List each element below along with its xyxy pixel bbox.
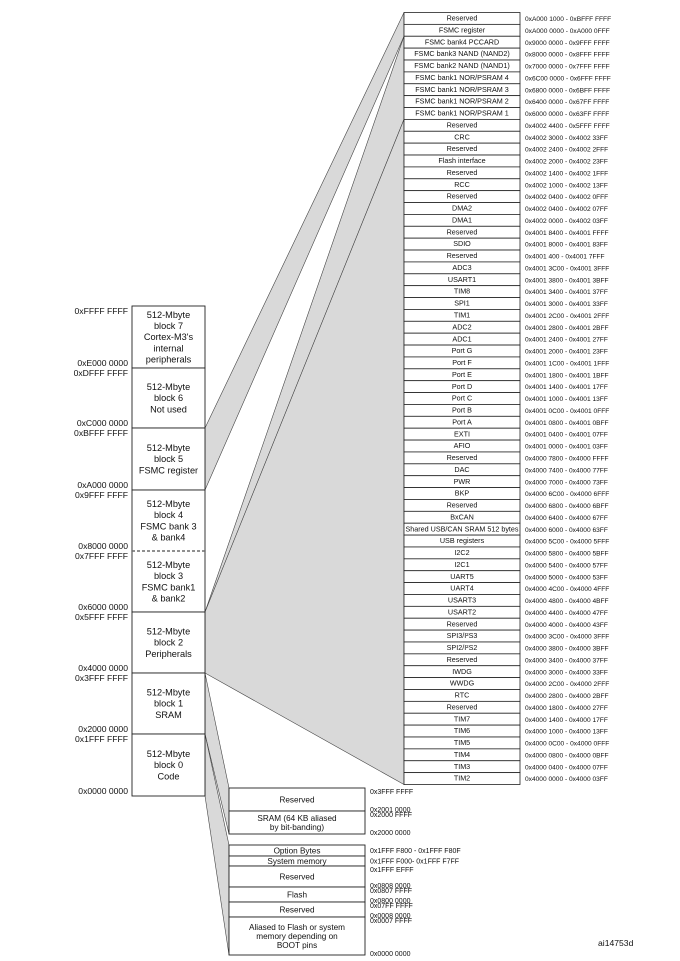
- memory-block-label: internal: [153, 343, 184, 354]
- peripheral-row: [404, 298, 608, 310]
- peripheral-label: FSMC bank2 NAND (NAND1): [414, 61, 510, 71]
- peripheral-label: DMA1: [452, 215, 472, 225]
- region-bottom-address: 0x2001 0000: [370, 807, 411, 814]
- peripheral-label: Port B: [452, 405, 472, 415]
- peripheral-label: TIM1: [453, 310, 471, 320]
- peripheral-label: Port G: [451, 346, 473, 356]
- peripheral-label: ADC1: [452, 334, 472, 344]
- peripheral-address: 0x4001 8400 - 0x4001 FFFF: [525, 229, 609, 237]
- peripheral-address: 0x4000 4000 - 0x4000 43FF: [525, 621, 608, 629]
- peripheral-label: SPI1: [454, 298, 470, 308]
- peripheral-row: [404, 84, 610, 96]
- peripheral-label: Reserved: [446, 619, 478, 629]
- peripheral-label: ADC3: [452, 262, 472, 272]
- peripheral-label: USART1: [447, 274, 477, 284]
- peripheral-row: [404, 630, 609, 642]
- sram-region: [229, 788, 413, 814]
- memory-block-label: block 6: [153, 393, 184, 404]
- peripheral-address: 0x4001 2C00 - 0x4001 2FFF: [525, 312, 610, 320]
- peripheral-row: [404, 583, 609, 595]
- peripheral-row: [404, 666, 608, 678]
- peripheral-row: [404, 333, 608, 345]
- region-label: Reserved: [279, 795, 315, 805]
- peripheral-label: UART4: [450, 583, 474, 593]
- peripheral-address: 0x4001 3C00 - 0x4001 3FFF: [525, 265, 610, 273]
- region-top-address: 0x0807 FFFF: [370, 888, 413, 895]
- peripheral-address: 0x4000 1400 - 0x4000 17FF: [525, 716, 608, 724]
- memory-block-bottom-address: 0x8000 0000: [78, 541, 128, 551]
- peripheral-row: [404, 547, 609, 559]
- peripheral-label: DAC: [454, 464, 470, 474]
- peripheral-label: WWDG: [449, 678, 475, 688]
- peripheral-row: [404, 108, 609, 120]
- peripheral-address: 0x4000 4800 - 0x4000 4BFF: [525, 598, 609, 606]
- peripheral-row: [404, 262, 609, 274]
- memory-block-label: FSMC bank1: [141, 582, 196, 593]
- memory-block-bottom-address: 0x4000 0000: [78, 663, 128, 673]
- region-label: Reserved: [279, 872, 315, 882]
- peripheral-label: FSMC register: [438, 25, 486, 35]
- peripheral-row: [404, 321, 609, 333]
- peripheral-row: [404, 286, 608, 298]
- peripherals-projection: [205, 119, 404, 784]
- peripheral-label: Reserved: [446, 251, 478, 261]
- peripheral-address: 0x6400 0000 - 0x67FF FFFF: [525, 99, 610, 107]
- region-label: System memory: [267, 857, 327, 866]
- peripheral-row: [404, 713, 608, 725]
- peripheral-label: TIM3: [453, 761, 471, 771]
- peripheral-row: [404, 96, 609, 108]
- peripheral-address: 0x4000 4C00 - 0x4000 4FFF: [525, 586, 610, 594]
- region-bottom-address: 0x2000 0000: [370, 830, 411, 837]
- memory-block: [75, 490, 205, 551]
- memory-block-bottom-address: 0xE000 0000: [77, 358, 128, 368]
- peripheral-address: 0x4001 0C00 - 0x4001 0FFF: [525, 407, 610, 415]
- peripheral-row: [404, 440, 608, 452]
- peripheral-address: 0x6800 0000 - 0x6BFF FFFF: [525, 87, 611, 95]
- memory-block-label: FSMC bank 3: [140, 521, 197, 532]
- peripheral-address: 0x4002 2000 - 0x4002 23FF: [525, 158, 608, 166]
- memory-block: [75, 306, 205, 368]
- peripheral-address: 0x4001 400 - 0x4001 7FFF: [525, 253, 605, 261]
- region-label: by bit-banding): [269, 823, 325, 833]
- peripheral-address: 0x4000 5000 - 0x4000 53FF: [525, 574, 608, 582]
- memory-block-column: [74, 306, 205, 796]
- peripheral-label: TIM2: [453, 773, 471, 783]
- peripheral-label: USB registers: [439, 536, 485, 546]
- peripheral-label: SPI3/I²S3: [446, 631, 478, 641]
- peripheral-row: [404, 476, 608, 488]
- peripheral-row: [404, 214, 608, 226]
- memory-block-label: Code: [157, 771, 180, 782]
- peripheral-row: [404, 618, 608, 630]
- peripheral-address: 0x4001 3400 - 0x4001 37FF: [525, 289, 608, 297]
- peripheral-label: ADC2: [452, 322, 472, 332]
- peripheral-label: Reserved: [446, 144, 478, 154]
- peripheral-label: Reserved: [446, 654, 478, 664]
- peripheral-address: 0x4000 3000 - 0x4000 33FF: [525, 669, 608, 677]
- peripheral-label: FSMC bank4 PCCARD: [424, 37, 500, 47]
- peripheral-address: 0x4000 3800 - 0x4000 3BFF: [525, 645, 609, 653]
- peripheral-label: TIM6: [453, 726, 471, 736]
- peripheral-row: [404, 155, 608, 167]
- peripheral-address: 0x4002 0400 - 0x4002 07FF: [525, 206, 608, 214]
- memory-block-label: & bank4: [151, 532, 186, 543]
- peripheral-row: [404, 511, 608, 523]
- code-region: [229, 917, 412, 958]
- peripheral-row: [404, 13, 611, 25]
- region-label: memory depending on: [256, 932, 338, 941]
- memory-block-bottom-address: 0xA000 0000: [77, 480, 128, 490]
- peripheral-address: 0x6000 0000 - 0x63FF FFFF: [525, 111, 610, 119]
- peripheral-row: [404, 226, 609, 238]
- memory-block-label: Cortex-M3's: [143, 332, 194, 343]
- memory-block-label: peripherals: [145, 354, 192, 365]
- memory-block-label: SRAM: [155, 709, 182, 720]
- peripheral-row: [404, 119, 610, 131]
- peripheral-row: [404, 464, 608, 476]
- peripheral-address: 0x4001 0000 - 0x4001 03FF: [525, 443, 608, 451]
- peripheral-address: 0x4001 2400 - 0x4001 27FF: [525, 336, 608, 344]
- memory-block-top-address: 0xBFFF FFFF: [74, 428, 128, 438]
- peripheral-row: [404, 559, 608, 571]
- peripheral-address: 0x4002 1000 - 0x4002 13FF: [525, 182, 608, 190]
- peripheral-address: 0x4000 0800 - 0x4000 0BFF: [525, 752, 609, 760]
- peripheral-row: [404, 238, 608, 250]
- region-label: Reserved: [279, 905, 315, 915]
- peripheral-row: [404, 761, 608, 773]
- peripheral-row: [404, 24, 610, 36]
- peripheral-row: [404, 737, 609, 749]
- peripheral-label: RCC: [454, 179, 470, 189]
- peripheral-label: Port E: [452, 369, 472, 379]
- peripheral-address: 0x4001 1400 - 0x4001 17FF: [525, 384, 608, 392]
- peripheral-row: [404, 428, 608, 440]
- peripheral-label: EXTI: [454, 429, 470, 439]
- peripheral-row: [404, 535, 609, 547]
- peripheral-address: 0x4001 8000 - 0x4001 83FF: [525, 241, 608, 249]
- peripheral-address: 0x4001 1000 - 0x4001 13FF: [525, 396, 608, 404]
- memory-block-label: 512-Mbyte: [146, 498, 191, 509]
- region-label: BOOT pins: [276, 941, 318, 951]
- memory-block-label: block 5: [153, 454, 184, 465]
- peripheral-row: [404, 452, 609, 464]
- memory-block-top-address: 0xFFFF FFFF: [74, 306, 128, 316]
- peripheral-row: [404, 345, 608, 357]
- peripheral-address: 0x4000 5400 - 0x4000 57FF: [525, 562, 608, 570]
- peripheral-address: 0x4002 2400 - 0x4002 2FFF: [525, 146, 609, 154]
- peripheral-row: [404, 72, 611, 84]
- peripheral-row: [404, 393, 608, 405]
- peripheral-row: [404, 594, 609, 606]
- peripheral-row: [404, 369, 609, 381]
- sram-region: [229, 811, 412, 837]
- peripheral-row: [404, 773, 608, 785]
- peripheral-label: UART5: [450, 571, 474, 581]
- region-label: Aliased to Flash or system: [248, 922, 346, 932]
- peripheral-label: BxCAN: [450, 512, 474, 522]
- peripheral-row: [404, 701, 608, 713]
- region-top-address: 0x2000 FFFF: [370, 812, 413, 819]
- peripheral-row: [404, 191, 608, 203]
- peripheral-row: [404, 250, 605, 262]
- peripheral-label: FSMC bank1 NOR/PSRAM 4: [415, 72, 509, 82]
- peripheral-address: 0x4002 4400 - 0x5FFF FFFF: [525, 122, 610, 130]
- memory-block-top-address: 0x9FFF FFFF: [75, 490, 128, 500]
- peripheral-register-map: [404, 13, 611, 785]
- memory-block: [75, 612, 205, 673]
- peripheral-label: DMA2: [452, 203, 472, 213]
- peripheral-label: USART2: [447, 607, 477, 617]
- peripheral-row: [404, 203, 608, 215]
- memory-block-top-address: 0xDFFF FFFF: [73, 368, 128, 378]
- region-top-address: 0x07FF FFFF: [370, 903, 413, 910]
- peripheral-label: Reserved: [446, 500, 478, 510]
- peripheral-label: IWDG: [452, 666, 472, 676]
- peripheral-label: I2C1: [454, 559, 470, 569]
- peripheral-address: 0x9000 0000 - 0x9FFF FFFF: [525, 39, 610, 47]
- peripheral-row: [404, 143, 608, 155]
- peripheral-row: [404, 36, 610, 48]
- memory-block: [75, 673, 205, 734]
- memory-block-label: 512-Mbyte: [146, 687, 191, 698]
- peripheral-address: 0x4000 1800 - 0x4000 27FF: [525, 704, 608, 712]
- peripheral-label: FSMC bank3 NAND (NAND2): [414, 49, 510, 59]
- memory-block-label: 512-Mbyte: [146, 749, 191, 759]
- memory-block: [75, 551, 205, 612]
- memory-block-label: 512-Mbyte: [146, 559, 191, 570]
- peripheral-address: 0x4001 2800 - 0x4001 2BFF: [525, 324, 609, 332]
- peripheral-row: [404, 48, 610, 60]
- peripheral-address: 0x6C00 0000 - 0x6FFF FFFF: [525, 75, 611, 83]
- peripheral-label: Reserved: [446, 227, 478, 237]
- peripheral-address: 0x4000 3C00 - 0x4000 3FFF: [525, 633, 610, 641]
- region-bottom-address: 0x0000 0000: [370, 951, 411, 958]
- peripheral-label: Port A: [452, 417, 472, 427]
- code-region: [229, 845, 461, 856]
- memory-block-label: block 2: [153, 637, 184, 648]
- peripheral-row: [404, 60, 610, 72]
- peripheral-row: [404, 678, 609, 690]
- peripheral-label: I2C2: [454, 548, 470, 558]
- peripheral-address: 0x4000 6000 - 0x4000 63FF: [525, 526, 608, 534]
- peripheral-address: 0x4000 5C00 - 0x4000 5FFF: [525, 538, 610, 546]
- peripheral-row: [404, 274, 609, 286]
- peripheral-row: [404, 404, 609, 416]
- memory-block-label: block 3: [153, 571, 184, 582]
- peripheral-label: AFIO: [453, 441, 471, 451]
- peripheral-address: 0x4002 0000 - 0x4002 03FF: [525, 217, 608, 225]
- peripheral-label: TIM5: [453, 738, 471, 748]
- peripheral-row: [404, 499, 609, 511]
- memory-block-top-address: 0x7FFF FFFF: [75, 551, 128, 561]
- memory-block-top-address: 0x1FFF FFFF: [75, 734, 128, 744]
- peripheral-address: 0x4000 1000 - 0x4000 13FF: [525, 728, 608, 736]
- memory-block-top-address: 0x5FFF FFFF: [75, 612, 128, 622]
- region-top-address: 0x0007 FFFF: [370, 918, 413, 925]
- peripheral-row: [404, 357, 609, 369]
- peripheral-label: Port D: [451, 381, 473, 391]
- peripheral-label: Reserved: [446, 120, 478, 130]
- code-region: [229, 866, 414, 890]
- region-label: Option Bytes: [273, 846, 321, 856]
- peripheral-label: Reserved: [446, 191, 478, 201]
- region-bottom-address: 0x0808 0000: [370, 883, 411, 890]
- region-label: SRAM (64 KB aliased: [257, 813, 337, 823]
- region-bottom-address: 0x0008 0000: [370, 913, 411, 920]
- region-bottom-address: 0x0800 0000: [370, 898, 411, 905]
- peripheral-label: USART3: [447, 595, 477, 605]
- peripheral-address: 0x4001 0400 - 0x4001 07FF: [525, 431, 608, 439]
- peripheral-row: [404, 488, 609, 500]
- peripheral-label: BKP: [454, 488, 470, 498]
- peripheral-label: Port F: [452, 358, 472, 368]
- peripheral-address: 0x4002 3000 - 0x4002 33FF: [525, 134, 608, 142]
- peripheral-row: [404, 749, 609, 761]
- peripheral-address: 0x4000 2800 - 0x4000 2BFF: [525, 693, 609, 701]
- peripheral-address: 0x7000 0000 - 0x7FFF FFFF: [525, 63, 610, 71]
- memory-block-label: 512-Mbyte: [146, 382, 191, 392]
- memory-block: [74, 428, 205, 490]
- memory-block-label: block 4: [153, 510, 184, 521]
- peripheral-label: Flash interface: [438, 156, 486, 166]
- figure-id: ai14753d: [598, 938, 634, 948]
- peripheral-address: 0x4001 1800 - 0x4001 1BFF: [525, 372, 609, 380]
- peripheral-label: FSMC bank1 NOR/PSRAM 3: [415, 84, 509, 94]
- peripheral-label: TIM4: [453, 749, 471, 759]
- peripheral-label: Port C: [451, 393, 473, 403]
- memory-block-label: block 7: [153, 321, 184, 331]
- peripheral-label: TIM7: [453, 714, 471, 724]
- memory-block-label: 512-Mbyte: [146, 626, 191, 637]
- lower-memory-detail: [229, 788, 461, 958]
- peripheral-label: FSMC bank1 NOR/PSRAM 1: [415, 108, 509, 118]
- memory-block-label: 512-Mbyte: [146, 443, 191, 453]
- peripheral-label: PWR: [453, 476, 471, 486]
- memory-block-label: block 1: [153, 698, 184, 709]
- peripheral-row: [404, 642, 609, 654]
- memory-block-label: FSMC register: [138, 465, 199, 476]
- region-address: 0x1FFF F000- 0x1FFF F7FF: [370, 858, 460, 866]
- memory-block-bottom-address: 0x6000 0000: [78, 602, 128, 612]
- peripheral-address: 0x4000 5800 - 0x4000 5BFF: [525, 550, 609, 558]
- peripheral-address: 0x4000 0000 - 0x4000 03FF: [525, 776, 608, 784]
- region-top-address: 0x3FFF FFFF: [370, 789, 414, 796]
- peripheral-address: 0x4001 1C00 - 0x4001 1FFF: [525, 360, 610, 368]
- peripheral-row: [404, 571, 608, 583]
- peripheral-row: [404, 179, 608, 191]
- peripheral-row: [404, 309, 609, 321]
- memory-block-label: Not used: [150, 404, 187, 415]
- peripheral-row: [404, 523, 608, 535]
- memory-block-label: 512-Mbyte: [146, 309, 191, 320]
- peripheral-address: 0x4001 2000 - 0x4001 23FF: [525, 348, 608, 356]
- memory-block-bottom-address: 0xC000 0000: [76, 418, 128, 428]
- peripheral-label: RTC: [454, 690, 470, 700]
- peripheral-row: [404, 725, 608, 737]
- peripheral-address: 0xA000 1000 - 0xBFFF FFFF: [525, 16, 612, 24]
- memory-block-bottom-address: 0x2000 0000: [78, 724, 128, 734]
- memory-block-bottom-address: 0x0000 0000: [78, 786, 128, 796]
- memory-block: [74, 368, 205, 428]
- peripheral-address: 0x8000 0000 - 0x8FFF FFFF: [525, 51, 610, 59]
- peripheral-row: [404, 131, 608, 143]
- peripheral-address: 0x4000 3400 - 0x4000 37FF: [525, 657, 608, 665]
- peripheral-address: 0xA000 0000 - 0xA000 0FFF: [525, 27, 610, 35]
- peripheral-row: [404, 416, 609, 428]
- memory-block-label: Peripherals: [145, 648, 192, 659]
- peripheral-address: 0x4000 6C00 - 0x4000 6FFF: [525, 491, 610, 499]
- code-region: [229, 856, 459, 866]
- peripheral-address: 0x4000 0400 - 0x4000 07FF: [525, 764, 608, 772]
- peripheral-address: 0x4000 6400 - 0x4000 67FF: [525, 514, 608, 522]
- peripheral-address: 0x4002 0400 - 0x4002 0FFF: [525, 194, 609, 202]
- peripheral-row: [404, 606, 608, 618]
- peripheral-address: 0x4000 7400 - 0x4000 77FF: [525, 467, 608, 475]
- peripheral-label: Reserved: [446, 13, 478, 23]
- memory-block-label: block 0: [153, 760, 184, 771]
- memory-block: [75, 734, 205, 796]
- memory-block-label: & bank2: [151, 593, 186, 604]
- peripheral-label: SDIO: [453, 239, 471, 249]
- peripheral-address: 0x4000 0C00 - 0x4000 0FFF: [525, 740, 610, 748]
- peripheral-row: [404, 381, 608, 393]
- peripheral-address: 0x4001 0800 - 0x4001 0BFF: [525, 419, 609, 427]
- peripheral-address: 0x4000 7800 - 0x4000 FFFF: [525, 455, 609, 463]
- peripheral-label: Reserved: [446, 167, 478, 177]
- peripheral-label: SPI2/I²S2: [446, 643, 478, 653]
- peripheral-row: [404, 689, 609, 701]
- peripheral-address: 0x4001 3000 - 0x4001 33FF: [525, 301, 608, 309]
- region-top-address: 0x1FFF EFFF: [370, 867, 414, 874]
- peripheral-row: [404, 167, 608, 179]
- peripheral-label: FSMC bank1 NOR/PSRAM 2: [415, 96, 509, 106]
- peripheral-address: 0x4000 4400 - 0x4000 47FF: [525, 609, 608, 617]
- peripheral-address: 0x4000 2C00 - 0x4000 2FFF: [525, 681, 610, 689]
- peripheral-address: 0x4002 1400 - 0x4002 1FFF: [525, 170, 609, 178]
- peripheral-label: Shared USB/CAN SRAM 512 bytes: [405, 524, 519, 534]
- peripheral-address: 0x4000 7000 - 0x4000 73FF: [525, 479, 608, 487]
- peripheral-label: Reserved: [446, 702, 478, 712]
- peripheral-address: 0x4000 6800 - 0x4000 6BFF: [525, 503, 609, 511]
- peripheral-label: CRC: [454, 132, 470, 142]
- region-address: 0x1FFF F800 - 0x1FFF F80F: [370, 848, 461, 856]
- region-label: Flash: [286, 890, 308, 900]
- peripheral-label: TIM8: [453, 286, 471, 296]
- peripheral-label: Reserved: [446, 453, 478, 463]
- peripheral-address: 0x4001 3800 - 0x4001 3BFF: [525, 277, 609, 285]
- peripheral-row: [404, 654, 608, 666]
- memory-block-top-address: 0x3FFF FFFF: [75, 673, 128, 683]
